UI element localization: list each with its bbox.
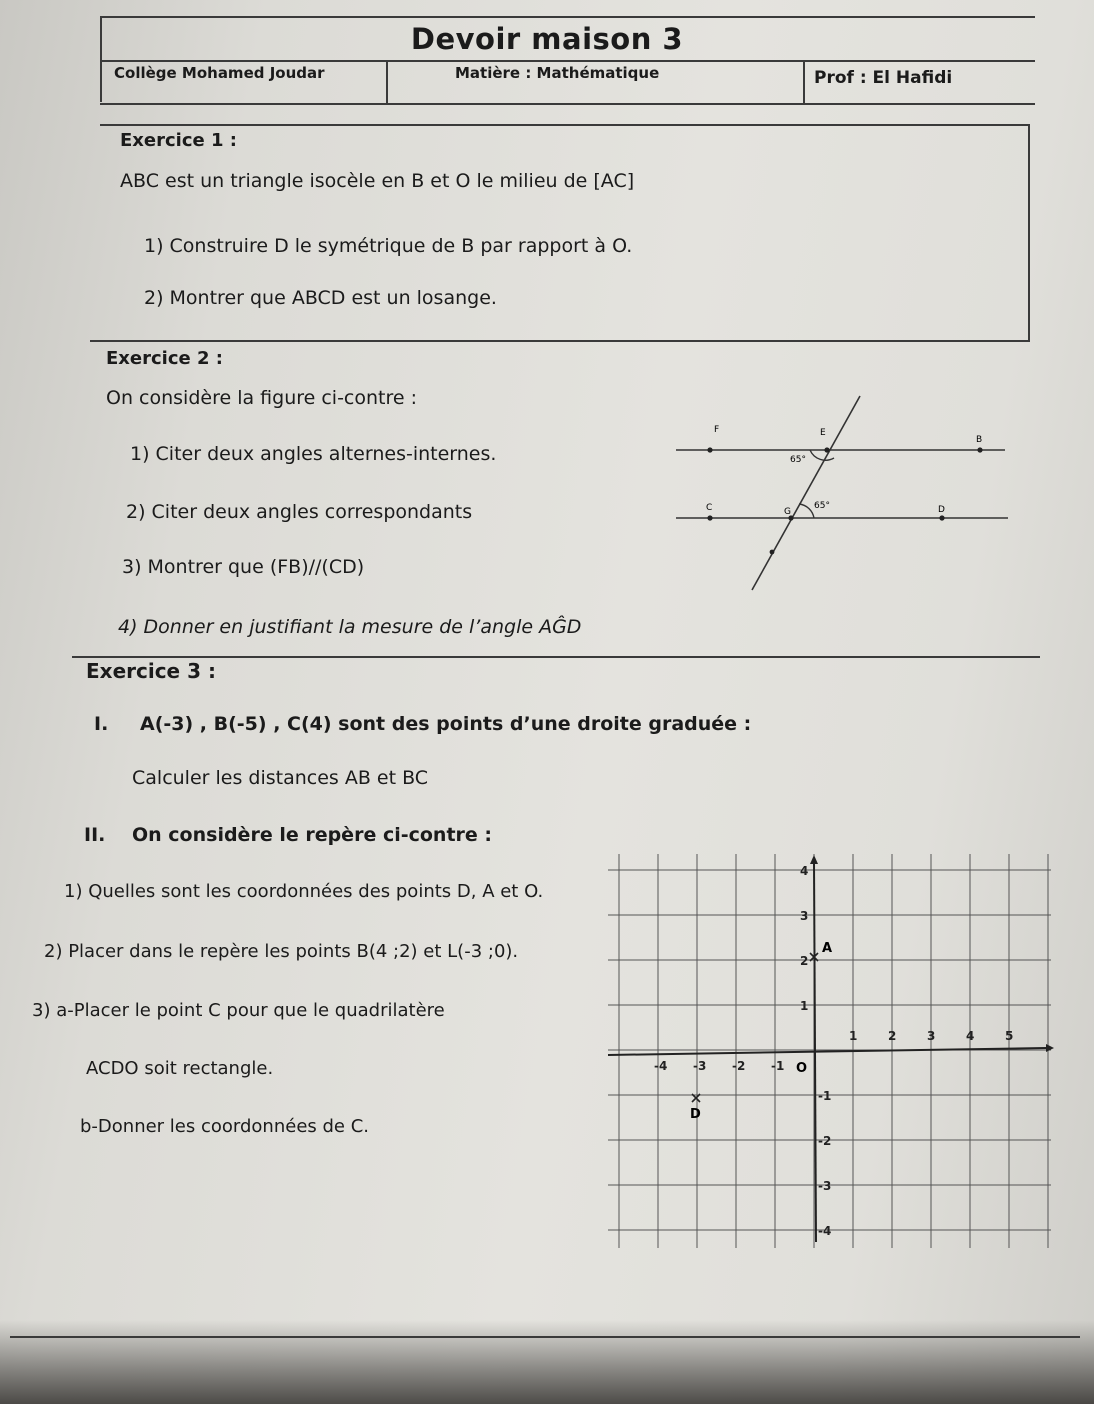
y-tick-label: 2 [800,954,809,968]
x-tick-label: 4 [966,1029,975,1043]
point-d-label: D [690,1107,701,1122]
point-e [824,447,829,452]
x-tick-label: 1 [849,1029,858,1043]
exercise-2-question-3: 3) Montrer que (FB)//(CD) [122,556,365,578]
y-axis-arrow [810,855,818,864]
y-tick-label: -4 [818,1224,832,1238]
label-c: C [706,503,713,513]
angle-arc-bottom [799,504,814,518]
x-tick-label: 2 [888,1029,897,1043]
x-tick-label: -2 [732,1059,746,1073]
x-tick-label: 3 [927,1029,936,1043]
point-f [707,447,712,452]
exercise-3-question-3a: 3) a-Placer le point C pour que le quadrilatère [32,1000,445,1021]
exercise-2-question-1: 1) Citer deux angles alternes-internes. [130,443,497,465]
parallel-lines-figure [660,390,1020,600]
origin-label: O [796,1061,808,1076]
exercise-3-question-3b: b-Donner les coordonnées de C. [80,1116,370,1137]
exercise-3-part-1-task: Calculer les distances AB et BC [132,767,429,789]
header-divider-2 [803,60,805,104]
exercise-2-question-4: 4) Donner en justifiant la mesure de l’angle AĜD [118,616,582,638]
y-tick-label: 1 [800,999,809,1013]
ex1-top-border [100,124,1030,126]
exercise-3-part-1-text: A(-3) , B(-5) , C(4) sont des points d’une droite graduée : [140,713,752,735]
exercise-3-question-1: 1) Quelles sont les coordonnées des points D, A et O. [64,881,544,902]
header-top-border [100,16,1035,18]
label-e: E [820,428,826,438]
y-tick-label: -1 [818,1089,832,1103]
y-tick-label: -3 [818,1179,832,1193]
ex2-bottom-border [72,656,1040,658]
coordinate-grid [606,850,1056,1250]
header-bottom-border [100,103,1035,105]
exercise-2-question-2: 2) Citer deux angles correspondants [126,501,473,523]
school-name: Collège Mohamed Joudar [114,64,325,82]
y-tick-label: 3 [800,909,809,923]
exercise-1-question-1: 1) Construire D le symétrique de B par rapport à O. [144,235,633,257]
x-tick-label: 5 [1005,1029,1014,1043]
subject-label: Matière : Mathématique [455,64,660,82]
x-tick-label: -1 [771,1059,785,1073]
exercise-1-statement: ABC est un triangle isocèle en B et O le milieu de [AC] [120,170,635,192]
exercise-1-question-2: 2) Montrer que ABCD est un losange. [144,287,497,309]
page-title: Devoir maison 3 [410,22,684,56]
label-g: G [784,507,791,517]
point-c [707,515,712,520]
exercise-3-part-1-number: I. [94,713,109,735]
header-mid-border [100,60,1035,62]
exercise-3-part-2-number: II. [84,824,106,846]
teacher-name: Prof : El Hafidi [814,68,953,88]
x-axis-arrow [1046,1044,1054,1052]
exercise-2-intro: On considère la figure ci-contre : [106,387,418,409]
angle-arc-top [810,450,834,460]
exercise-3-part-2-text: On considère le repère ci-contre : [132,824,492,846]
exercise-2-title: Exercice 2 : [106,348,223,369]
point-a-label: A [822,941,833,956]
angle-label-top: 65° [790,455,806,465]
exercise-3-title: Exercice 3 : [86,659,216,683]
x-tick-label: -4 [654,1059,668,1073]
secant-line [752,396,860,590]
ex1-bottom-border [90,340,1030,342]
exercise-3-question-3a-continued: ACDO soit rectangle. [86,1058,274,1079]
header-divider-1 [386,60,388,104]
point-b [977,447,982,452]
point-a [770,550,775,555]
label-d: D [938,505,945,515]
x-tick-label: -3 [693,1059,707,1073]
ex1-right-border [1028,124,1030,342]
y-tick-label: 4 [800,864,809,878]
point-d [939,515,944,520]
angle-label-bottom: 65° [814,501,830,511]
exercise-3-question-2: 2) Placer dans le repère les points B(4 ;2) et L(-3 ;0). [44,941,519,962]
bottom-shadow [0,1320,1094,1404]
label-b: B [976,435,983,445]
label-f: F [714,425,720,435]
exercise-1-title: Exercice 1 : [120,130,237,151]
x-axis [608,1048,1046,1055]
y-tick-label: -2 [818,1134,832,1148]
